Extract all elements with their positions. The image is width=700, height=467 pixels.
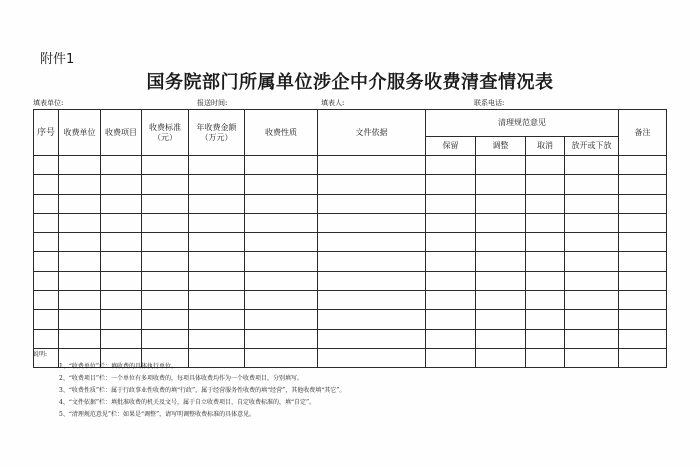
table-cell[interactable] xyxy=(619,271,667,290)
table-row xyxy=(34,175,667,194)
table-cell[interactable] xyxy=(476,156,526,175)
table-cell[interactable] xyxy=(189,329,245,348)
header-adjust: 调整 xyxy=(476,137,526,156)
table-row xyxy=(34,213,667,232)
meta-contact-phone: 联系电话: xyxy=(474,99,505,107)
table-cell[interactable] xyxy=(526,175,565,194)
table-cell[interactable] xyxy=(142,156,189,175)
table-cell[interactable] xyxy=(526,252,565,271)
table-cell[interactable] xyxy=(318,213,426,232)
table-cell[interactable] xyxy=(101,291,142,310)
table-cell[interactable] xyxy=(189,194,245,213)
table-cell[interactable] xyxy=(565,329,619,348)
table-cell[interactable] xyxy=(526,271,565,290)
table-cell[interactable] xyxy=(34,271,59,290)
notes-label: 说明: xyxy=(33,351,48,358)
table-cell[interactable] xyxy=(426,310,476,329)
table-cell[interactable] xyxy=(59,252,101,271)
table-cell[interactable] xyxy=(318,252,426,271)
header-fee-standard: 收费标准（元） xyxy=(142,110,189,156)
meta-fill-person: 填表人: xyxy=(321,99,345,107)
table-row xyxy=(34,310,667,329)
note-item: 2、“收费项目”栏：一个单位有多项收费的，每项具体收费均作为一个收费项目，分别填写。 xyxy=(59,375,303,382)
table-cell[interactable] xyxy=(526,233,565,252)
table-cell[interactable] xyxy=(565,194,619,213)
table-cell[interactable] xyxy=(34,291,59,310)
table-cell[interactable] xyxy=(189,213,245,232)
table-cell[interactable] xyxy=(245,233,318,252)
table-cell[interactable] xyxy=(619,310,667,329)
table-cell[interactable] xyxy=(59,271,101,290)
table-cell[interactable] xyxy=(318,156,426,175)
meta-fill-unit: 填表单位: xyxy=(33,99,64,107)
table-cell[interactable] xyxy=(426,329,476,348)
table-cell[interactable] xyxy=(565,175,619,194)
table-cell[interactable] xyxy=(101,252,142,271)
table-body xyxy=(34,156,667,368)
table-cell[interactable] xyxy=(426,213,476,232)
table-cell[interactable] xyxy=(318,175,426,194)
table-cell[interactable] xyxy=(189,271,245,290)
table-cell[interactable] xyxy=(426,252,476,271)
header-fee-item: 收费项目 xyxy=(101,110,142,156)
table-cell[interactable] xyxy=(59,310,101,329)
table-cell[interactable] xyxy=(476,310,526,329)
table-cell[interactable] xyxy=(189,175,245,194)
table-row xyxy=(34,329,667,348)
table-cell[interactable] xyxy=(565,233,619,252)
table-cell[interactable] xyxy=(142,252,189,271)
table-cell[interactable] xyxy=(476,329,526,348)
table-row xyxy=(34,271,667,290)
page-title: 国务院部门所属单位涉企中介服务收费清查情况表 xyxy=(146,72,554,93)
table-cell[interactable] xyxy=(426,271,476,290)
table-cell[interactable] xyxy=(619,329,667,348)
table-cell[interactable] xyxy=(245,156,318,175)
header-fee-nature: 收费性质 xyxy=(245,110,318,156)
table-cell[interactable] xyxy=(34,252,59,271)
table-cell[interactable] xyxy=(565,271,619,290)
table-cell[interactable] xyxy=(526,329,565,348)
table-cell[interactable] xyxy=(476,175,526,194)
table-cell[interactable] xyxy=(245,194,318,213)
table-cell[interactable] xyxy=(526,213,565,232)
table-cell[interactable] xyxy=(34,194,59,213)
table-cell[interactable] xyxy=(245,213,318,232)
table-cell[interactable] xyxy=(565,156,619,175)
table-cell[interactable] xyxy=(142,291,189,310)
note-item: 3、“收费性质”栏：属于行政事业性收费的填“行政”，属于经营服务性收费的填“经营”，其他收费填“其它”。 xyxy=(59,387,346,394)
header-keep: 保留 xyxy=(426,137,476,156)
table-cell[interactable] xyxy=(426,194,476,213)
table-cell[interactable] xyxy=(476,291,526,310)
table-cell[interactable] xyxy=(526,194,565,213)
table-cell[interactable] xyxy=(619,175,667,194)
table-cell[interactable] xyxy=(34,175,59,194)
table-row xyxy=(34,291,667,310)
table-cell[interactable] xyxy=(142,233,189,252)
table-cell[interactable] xyxy=(142,329,189,348)
table-cell[interactable] xyxy=(426,156,476,175)
table-cell[interactable] xyxy=(59,233,101,252)
notes-section xyxy=(33,349,345,421)
table-cell[interactable] xyxy=(619,348,667,367)
table-cell[interactable] xyxy=(101,194,142,213)
header-cleanup-opinion: 清理规范意见 xyxy=(426,110,619,137)
table-cell[interactable] xyxy=(245,175,318,194)
table-cell[interactable] xyxy=(426,233,476,252)
header-document-basis: 文件依据 xyxy=(318,110,426,156)
table-cell[interactable] xyxy=(189,156,245,175)
note-item: 5、“清理规范意见”栏：如果是“调整”，请写明调整收费标准的具体意见。 xyxy=(59,411,256,418)
table-cell[interactable] xyxy=(426,291,476,310)
table-cell[interactable] xyxy=(619,291,667,310)
table-cell[interactable] xyxy=(526,156,565,175)
table-cell[interactable] xyxy=(142,213,189,232)
header-release: 放开或下放 xyxy=(565,137,619,156)
table-cell[interactable] xyxy=(476,233,526,252)
table-cell[interactable] xyxy=(526,310,565,329)
table-cell[interactable] xyxy=(142,310,189,329)
table-cell[interactable] xyxy=(142,194,189,213)
table-cell[interactable] xyxy=(34,213,59,232)
table-cell[interactable] xyxy=(101,310,142,329)
table-cell[interactable] xyxy=(619,233,667,252)
table-cell[interactable] xyxy=(245,291,318,310)
table-cell[interactable] xyxy=(245,310,318,329)
attachment-label: 附件1 xyxy=(40,52,75,67)
table-cell[interactable] xyxy=(476,271,526,290)
table-cell[interactable] xyxy=(142,175,189,194)
table-cell[interactable] xyxy=(318,194,426,213)
table-cell[interactable] xyxy=(245,271,318,290)
table-cell[interactable] xyxy=(142,271,189,290)
header-seq: 序号 xyxy=(34,110,59,156)
table-cell[interactable] xyxy=(59,213,101,232)
table-cell[interactable] xyxy=(565,213,619,232)
table-row xyxy=(34,156,667,175)
table-cell[interactable] xyxy=(476,252,526,271)
table-cell[interactable] xyxy=(59,175,101,194)
table-cell[interactable] xyxy=(245,252,318,271)
table-cell[interactable] xyxy=(59,194,101,213)
table-cell[interactable] xyxy=(426,175,476,194)
table-cell[interactable] xyxy=(34,310,59,329)
table-cell[interactable] xyxy=(318,233,426,252)
table-cell[interactable] xyxy=(189,310,245,329)
table-cell[interactable] xyxy=(34,156,59,175)
table-cell[interactable] xyxy=(101,156,142,175)
table-cell[interactable] xyxy=(189,252,245,271)
table-cell[interactable] xyxy=(619,156,667,175)
table-cell[interactable] xyxy=(476,348,526,367)
table-cell[interactable] xyxy=(189,233,245,252)
table-cell[interactable] xyxy=(619,252,667,271)
table-cell[interactable] xyxy=(318,271,426,290)
table-cell[interactable] xyxy=(59,329,101,348)
table-row xyxy=(34,233,667,252)
table-cell[interactable] xyxy=(619,194,667,213)
note-item: 1、“收费单位”栏：填收费的具体执行单位。 xyxy=(59,363,177,370)
header-annual-amount: 年收费金额（万元） xyxy=(189,110,245,156)
table-cell[interactable] xyxy=(619,213,667,232)
table-cell[interactable] xyxy=(101,329,142,348)
header-cancel: 取消 xyxy=(526,137,565,156)
table-row xyxy=(34,252,667,271)
table-cell[interactable] xyxy=(526,291,565,310)
table-cell[interactable] xyxy=(565,348,619,367)
table-cell[interactable] xyxy=(245,329,318,348)
table-cell[interactable] xyxy=(59,156,101,175)
table-cell[interactable] xyxy=(526,348,565,367)
table-cell[interactable] xyxy=(476,213,526,232)
fee-inventory-table xyxy=(33,109,667,368)
table-cell[interactable] xyxy=(101,271,142,290)
table-cell[interactable] xyxy=(565,291,619,310)
table-cell[interactable] xyxy=(59,291,101,310)
table-cell[interactable] xyxy=(476,194,526,213)
table-cell[interactable] xyxy=(318,329,426,348)
table-cell[interactable] xyxy=(318,291,426,310)
table-cell[interactable] xyxy=(34,233,59,252)
table-cell[interactable] xyxy=(565,252,619,271)
header-remark: 备注 xyxy=(619,110,667,156)
table-cell[interactable] xyxy=(565,310,619,329)
meta-submit-date: 报送时间: xyxy=(197,99,228,107)
table-cell[interactable] xyxy=(101,213,142,232)
table-cell[interactable] xyxy=(101,233,142,252)
header-fee-unit: 收费单位 xyxy=(59,110,101,156)
table-row xyxy=(34,194,667,213)
note-item: 4、“文件依据”栏：填批准收费的机关及文号，属于自立收费项目、自定收费标准的，填“自定”。 xyxy=(59,399,316,406)
table-cell[interactable] xyxy=(34,329,59,348)
table-cell[interactable] xyxy=(318,310,426,329)
table-cell[interactable] xyxy=(189,291,245,310)
table-cell[interactable] xyxy=(101,175,142,194)
table-cell[interactable] xyxy=(426,348,476,367)
